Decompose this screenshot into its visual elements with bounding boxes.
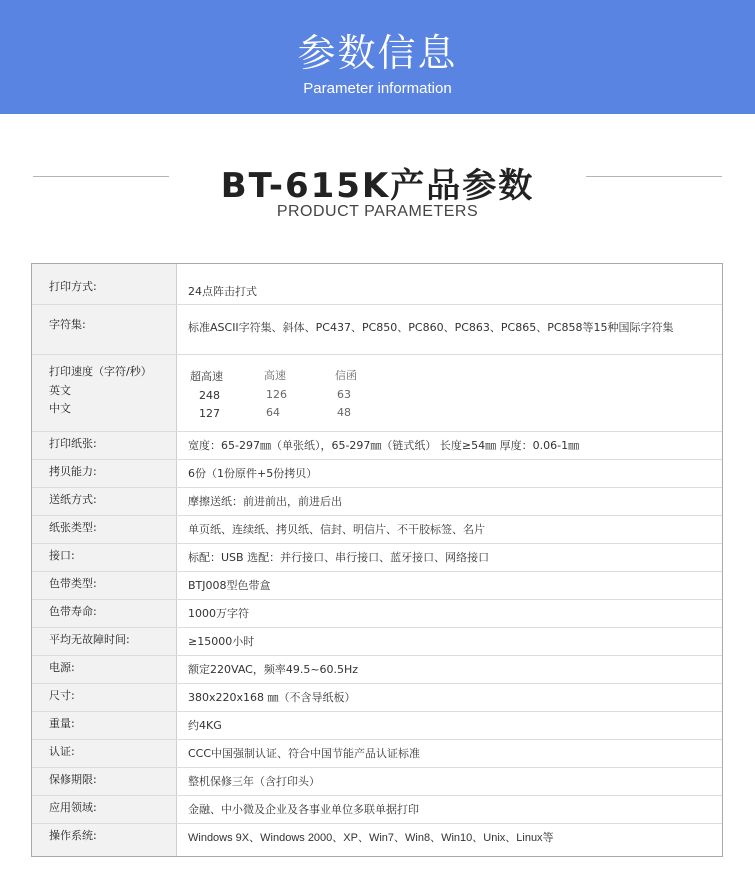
row-value: BTJ008型色带盒 xyxy=(188,579,271,592)
table-row xyxy=(32,795,722,824)
row-value: 金融、中小微及企业及各事业单位多联单据打印 xyxy=(188,803,419,816)
table-row xyxy=(32,599,722,628)
table-row xyxy=(32,627,722,656)
row-label: 应用领域: xyxy=(49,801,97,814)
speed-value: 48 xyxy=(337,406,351,419)
speed-value: 248 xyxy=(199,389,220,402)
table-row xyxy=(32,823,722,857)
table-row xyxy=(32,304,722,355)
row-value: 6份（1份原件+5份拷贝） xyxy=(188,467,318,480)
table-row xyxy=(32,459,722,488)
row-value: 额定220VAC，频率49.5~60.5Hz xyxy=(188,663,359,676)
row-label: 重量: xyxy=(49,717,75,730)
row-label: 拷贝能力: xyxy=(49,465,97,478)
row-label: 认证: xyxy=(49,745,75,758)
row-label: 纸张类型: xyxy=(49,521,97,534)
speed-value: 127 xyxy=(199,407,220,420)
table-row xyxy=(32,711,722,740)
parameter-table xyxy=(31,263,723,857)
section-subtitle: PRODUCT PARAMETERS xyxy=(276,203,479,220)
table-row xyxy=(32,655,722,684)
speed-label-english: 英文 xyxy=(49,384,71,397)
table-row xyxy=(32,767,722,796)
row-label: 平均无故障时间: xyxy=(49,633,130,646)
speed-header: 高速 xyxy=(264,369,286,382)
row-label: 操作系统: xyxy=(49,829,97,842)
row-value: 摩擦送纸：前进前出，前进后出 xyxy=(188,495,342,508)
row-label: 保修期限: xyxy=(49,773,97,786)
row-value: 宽度：65-297㎜（单张纸），65-297㎜（链式纸） 长度≥54㎜ 厚度：0.06-1㎜ xyxy=(188,439,580,452)
table-row xyxy=(32,739,722,768)
header-banner xyxy=(0,0,755,114)
row-value: 380x220x168 ㎜（不含导纸板） xyxy=(188,691,356,704)
speed-header: 信函 xyxy=(335,369,357,382)
row-label: 打印方式: xyxy=(49,280,97,293)
row-label: 尺寸: xyxy=(49,689,75,702)
row-value: 整机保修三年（含打印头） xyxy=(188,775,320,788)
table-row xyxy=(32,683,722,712)
table-row xyxy=(32,431,722,460)
table-row xyxy=(32,264,722,304)
speed-header: 超高速 xyxy=(190,370,223,383)
row-label: 电源: xyxy=(49,661,75,674)
table-row xyxy=(32,543,722,572)
speed-value: 126 xyxy=(266,388,287,401)
speed-label: 打印速度（字符/秒） xyxy=(49,365,152,378)
row-value: 标准ASCII字符集、斜体、PC437、PC850、PC860、PC863、PC865、PC858等15种国际字符集 xyxy=(188,321,674,334)
speed-label-chinese: 中文 xyxy=(49,402,71,415)
table-row xyxy=(32,571,722,600)
row-label: 送纸方式: xyxy=(49,493,97,506)
row-value: 标配：USB 选配：并行接口、串行接口、蓝牙接口、网络接口 xyxy=(188,551,490,564)
section-title: BT-615K产品参数 xyxy=(220,166,535,206)
banner-subtitle: Parameter information xyxy=(303,80,452,97)
table-row-speed xyxy=(32,354,722,432)
row-label: 色带寿命: xyxy=(49,605,97,618)
row-value: 约4KG xyxy=(188,719,222,732)
row-value: CCC中国强制认证、符合中国节能产品认证标准 xyxy=(188,747,421,760)
table-row xyxy=(32,487,722,516)
row-value: 1000万字符 xyxy=(188,607,249,620)
row-label: 打印纸张: xyxy=(49,437,97,450)
row-value: 单页纸、连续纸、拷贝纸、信封、明信片、不干胶标签、名片 xyxy=(188,523,485,536)
speed-value: 64 xyxy=(266,406,280,419)
row-label: 接口: xyxy=(49,549,75,562)
row-label: 字符集: xyxy=(49,318,86,331)
speed-value: 63 xyxy=(337,388,351,401)
row-value: 24点阵击打式 xyxy=(188,285,257,298)
table-row xyxy=(32,515,722,544)
row-value: Windows 9X、Windows 2000、XP、Win7、Win8、Win10、Unix、Linux等 xyxy=(188,832,554,844)
row-label: 色带类型: xyxy=(49,577,97,590)
banner-title: 参数信息 xyxy=(297,31,458,75)
row-value: ≥15000小时 xyxy=(188,635,255,648)
